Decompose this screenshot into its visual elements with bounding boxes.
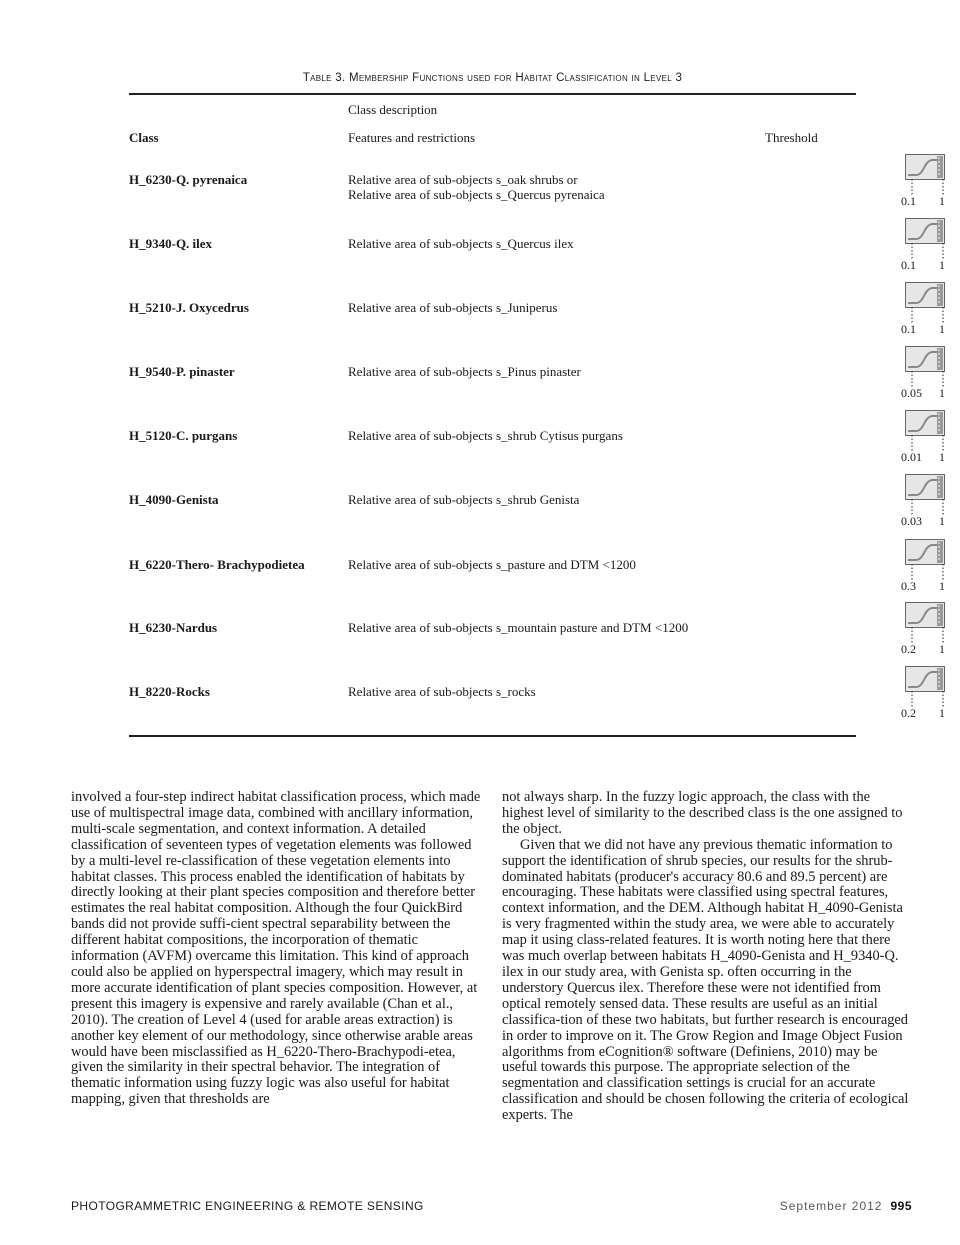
feature-line-1: Relative area of sub-objects s_Juniperus [348, 300, 558, 315]
footer-right [780, 1199, 912, 1213]
threshold-high: 1 [939, 514, 945, 528]
threshold-guides [769, 470, 859, 534]
threshold-high: 1 [939, 450, 945, 464]
membership-function-icon [905, 474, 945, 500]
feature-description [348, 300, 557, 315]
threshold-low: 0.1 [901, 194, 916, 208]
table-row [129, 150, 945, 214]
table-row [129, 662, 945, 726]
table-row [129, 342, 945, 406]
threshold-low: 0.03 [901, 514, 922, 528]
table-row [129, 535, 945, 599]
issue-date: September 2012 [779, 1199, 883, 1213]
header-class: Class [129, 130, 159, 145]
membership-function-icon [905, 346, 945, 372]
threshold-cell [769, 662, 945, 726]
feature-description [348, 172, 605, 202]
threshold-high: 1 [939, 386, 945, 400]
right-paragraph-2: Given that we did not have any previous thematic information to support the identification of shrub species, our results for the shrub-dominated habitats (producer's accuracy 80.6 and 89.5 percent) are encouraging. These habitats were classified using spectral features, context information, and the DEM. Although habitat H_4090-Genista is very fragmented within the study area, we were able to accurately map it using class-related features. It is worth noting here that there was much overlap between habitats H_4090-Genista and H_9340-Q. ilex in our study area, with Genista sp. often occurring in the understory Quercus ilex. Therefore these were not identified from optical remotely sensed data. These results are useful as an initial classifica-tion of these two habitats, but further research is encouraged in order to improve on it. The Grow Region and Image Object Fusion algorithms from eCognition® software (Definiens, 2010) may be useful towards this purpose. The appropriate selection of the segmentation and classification settings is crucial for an accurate classification and should be chosen following the criteria of ecological experts. The [502, 836, 909, 1124]
feature-line-2: Relative area of sub-objects s_Quercus pyrenaica [348, 187, 605, 202]
threshold-guides [769, 150, 859, 214]
left-text-column [71, 790, 481, 1108]
table-row [129, 598, 945, 662]
threshold-cell [769, 470, 945, 534]
feature-description [348, 364, 581, 379]
header-class-description: Class description [348, 102, 438, 117]
table-row [129, 214, 945, 278]
table-row [129, 278, 945, 342]
threshold-low: 0.05 [901, 386, 922, 400]
threshold-low: 0.1 [901, 258, 916, 272]
table-row [129, 470, 945, 534]
class-name: H_6230-Nardus [129, 620, 218, 635]
threshold-high: 1 [939, 642, 945, 656]
threshold-guides [769, 598, 859, 662]
table-top-rule [129, 93, 856, 95]
feature-line-1: Relative area of sub-objects s_pasture and DTM <1200 [348, 557, 636, 572]
threshold-cell [769, 278, 945, 342]
threshold-guides [769, 214, 859, 278]
class-name: H_9340-Q. ilex [129, 236, 213, 251]
class-name: H_5210-J. Oxycedrus [129, 300, 249, 315]
membership-function-icon [905, 154, 945, 180]
feature-description [348, 684, 536, 699]
threshold-guides [769, 342, 859, 406]
threshold-guides [769, 406, 859, 470]
threshold-high: 1 [939, 706, 945, 720]
feature-line-1: Relative area of sub-objects s_Pinus pinaster [348, 364, 581, 379]
feature-description [348, 620, 688, 635]
right-text-column [502, 790, 912, 1124]
feature-description [348, 236, 574, 251]
threshold-cell [769, 535, 945, 599]
threshold-low: 0.1 [901, 322, 916, 336]
class-name: H_5120-C. purgans [129, 428, 238, 443]
membership-function-icon [905, 602, 945, 628]
class-name: H_9540-P. pinaster [129, 364, 235, 379]
threshold-cell [769, 406, 945, 470]
threshold-low: 0.01 [901, 450, 922, 464]
table-row [129, 406, 945, 470]
feature-line-1: Relative area of sub-objects s_Quercus ilex [348, 236, 574, 251]
left-paragraph: involved a four-step indirect habitat classification process, which made use of multispectral image data, combined with ancillary information, multi-scale segmentation, and context information. A detailed classification of seventeen types of vegetation elements was followed by a multi-level re-classification of these vegetation elements into habitat classes. This process enabled the identification of habitats by directly looking at their plant species composition and therefore better estimates the real habitat composition. Although the four QuickBird bands did not provide suffi-cient spectral separability between the different habitat compositions, the incorporation of thematic information (AVFM) overcame this limitation. This kind of approach could also be applied on hyperspectral imagery, which may result in more accurate identification of plant species composition. However, at present this imagery is expensive and rarely available (Chan et al., 2010). The creation of Level 4 (used for arable areas extraction) is another key element of our methodology, since otherwise arable areas would have been misclassified as H_6220-Thero-Brachypodi-etea, given the similarity in their spectral behavior. The integration of thematic information using fuzzy logic was also useful for habitat mapping, given that thresholds are [71, 789, 481, 1108]
threshold-cell [769, 214, 945, 278]
threshold-guides [769, 662, 859, 726]
feature-line-1: Relative area of sub-objects s_shrub Cytisus purgans [348, 428, 623, 443]
feature-description [348, 428, 623, 443]
feature-line-1: Relative area of sub-objects s_mountain pasture and DTM <1200 [348, 620, 689, 635]
feature-description [348, 492, 579, 507]
header-threshold: Threshold [765, 130, 818, 145]
right-paragraph-1: not always sharp. In the fuzzy logic approach, the class with the highest level of similarity to the described class is the one assigned to the object. [502, 789, 903, 837]
feature-line-1: Relative area of sub-objects s_shrub Genista [348, 492, 580, 507]
table-bottom-rule [129, 735, 856, 737]
threshold-guides [769, 278, 859, 342]
threshold-low: 0.3 [901, 579, 916, 593]
class-name: H_4090-Genista [129, 492, 219, 507]
threshold-low: 0.2 [901, 642, 916, 656]
threshold-cell [769, 342, 945, 406]
membership-function-icon [905, 282, 945, 308]
feature-line-1: Relative area of sub-objects s_oak shrubs or [348, 172, 578, 187]
threshold-low: 0.2 [901, 706, 916, 720]
threshold-high: 1 [939, 194, 945, 208]
membership-function-icon [905, 666, 945, 692]
threshold-cell [769, 150, 945, 214]
membership-function-icon [905, 218, 945, 244]
threshold-cell [769, 598, 945, 662]
threshold-high: 1 [939, 322, 945, 336]
threshold-high: 1 [939, 579, 945, 593]
membership-function-icon [905, 410, 945, 436]
feature-description [348, 557, 636, 572]
page-number: 995 [890, 1199, 912, 1213]
class-name: H_6230-Q. pyrenaica [129, 172, 248, 187]
class-name: H_8220-Rocks [129, 684, 210, 699]
header-features: Features and restrictions [348, 130, 476, 145]
threshold-guides [769, 535, 859, 599]
feature-line-1: Relative area of sub-objects s_rocks [348, 684, 536, 699]
class-name: H_6220-Thero- Brachypodietea [129, 557, 305, 572]
membership-function-icon [905, 539, 945, 565]
journal-name: PHOTOGRAMMETRIC ENGINEERING & REMOTE SENSING [71, 1199, 424, 1213]
table-caption: Table 3. Membership Functions used for Habitat Classification in Level 3 [302, 72, 683, 84]
threshold-high: 1 [939, 258, 945, 272]
